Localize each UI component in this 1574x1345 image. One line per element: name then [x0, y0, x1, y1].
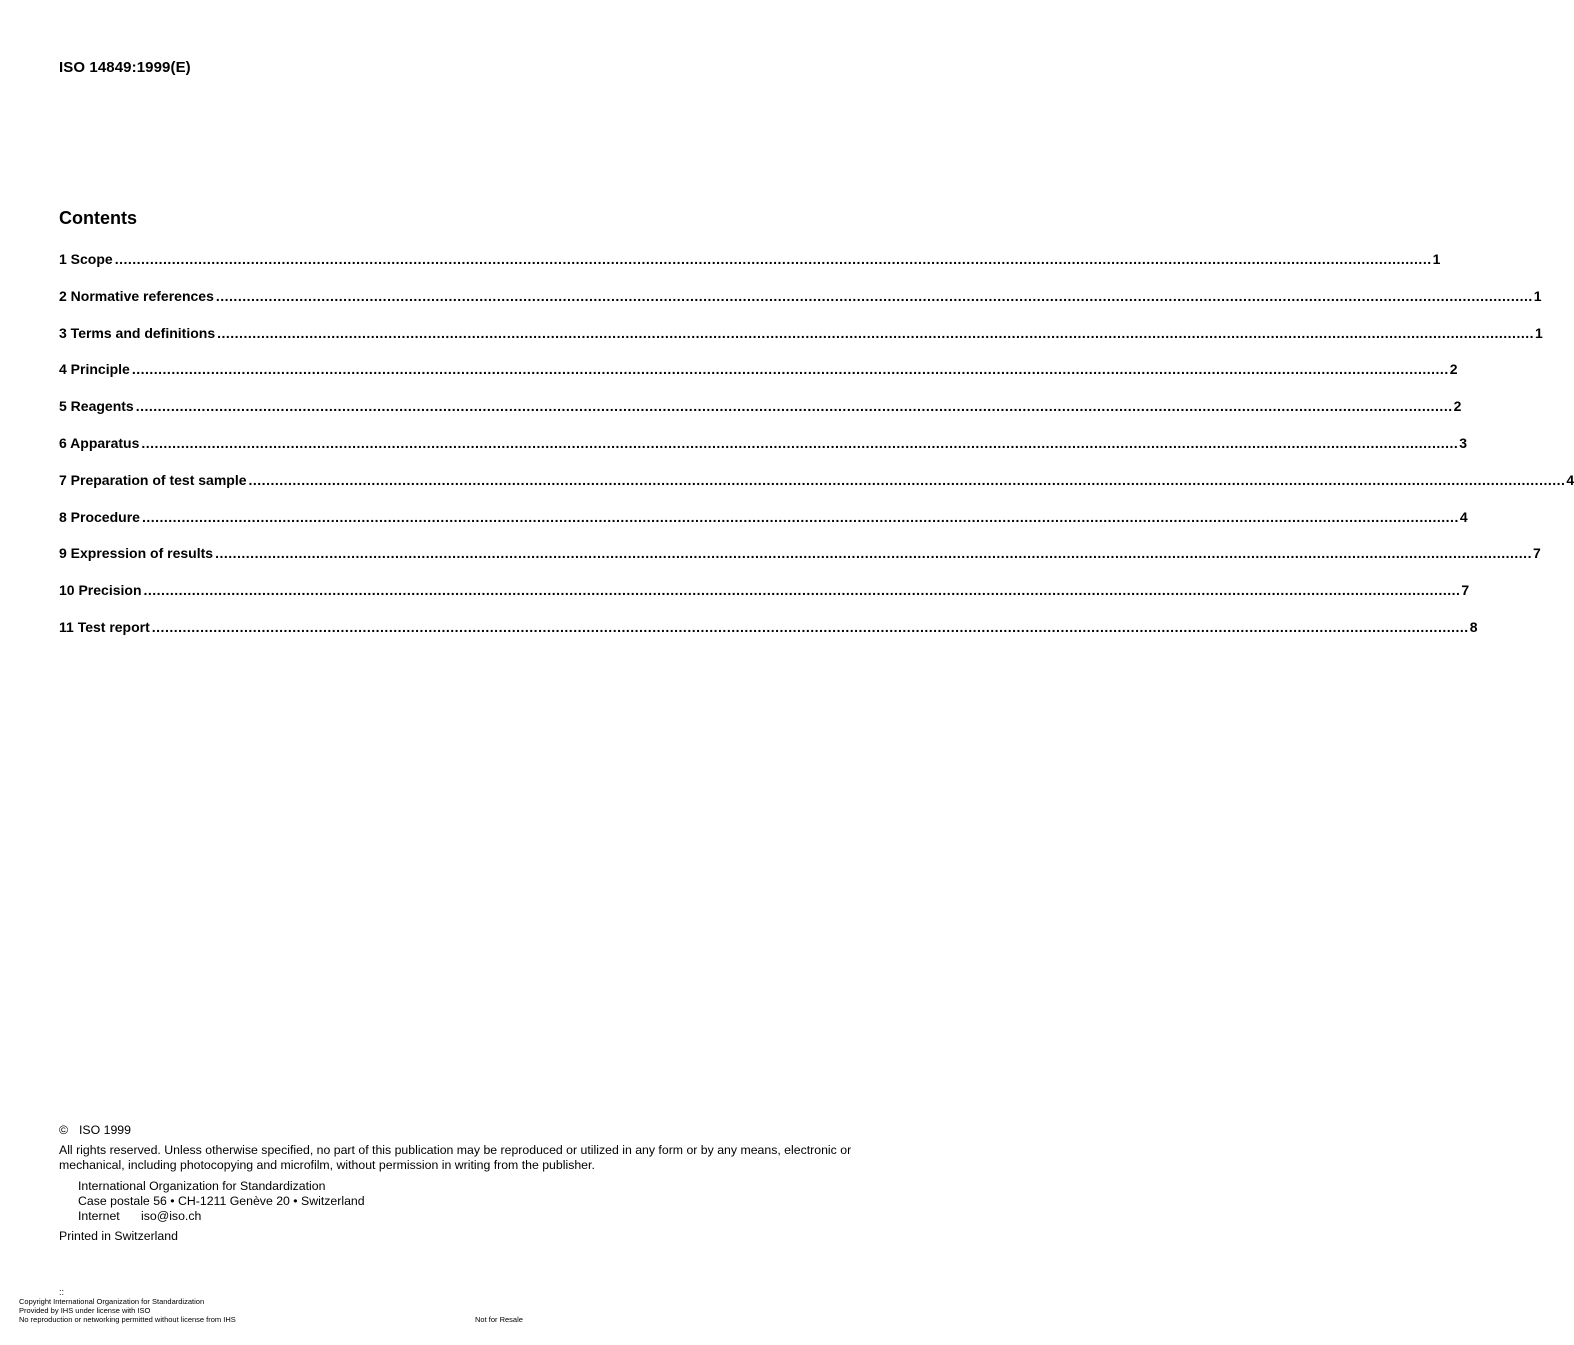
toc-entry-page: 1 [1533, 287, 1542, 304]
toc-entry-label: 7 Preparation of test sample [59, 471, 247, 488]
toc-entry-page: 1 [1535, 324, 1543, 341]
printed-in: Printed in Switzerland [59, 1229, 178, 1243]
toc-dot-leader: ............................................................................................................................................................................................................................................................................................................ [248, 471, 1566, 488]
not-for-resale: Not for Resale [475, 1315, 523, 1324]
toc-entry[interactable] [59, 251, 1441, 288]
toc-dot-leader: ............................................................................................................................................................................................................................................................................................................ [114, 251, 1432, 267]
toc-dot-leader: ............................................................................................................................................................................................................................................................................................................ [215, 545, 1532, 562]
toc-entry[interactable] [59, 582, 1470, 619]
toc-entry-label: 10 Precision [59, 582, 142, 599]
footer-copyright: Copyright International Organization for Standardization [19, 1297, 205, 1306]
license-footer [19, 1288, 919, 1324]
toc-entry-page: 7 [1461, 582, 1470, 599]
toc-entry-label: 9 Expression of results [59, 545, 214, 562]
toc-entry-label: 4 Principle [59, 361, 130, 378]
toc-entry-page: 4 [1459, 508, 1468, 525]
copyright-year: ISO 1999 [79, 1123, 131, 1137]
document-id: ISO 14849:1999(E) [59, 59, 191, 76]
toc-entry[interactable] [59, 287, 1542, 325]
footer-provided: Provided by IHS under license with ISO [19, 1306, 151, 1315]
toc-entry[interactable] [59, 361, 1458, 398]
toc-entry-label: 2 Normative references [59, 287, 214, 304]
toc-entry-label: 5 Reagents [59, 398, 134, 415]
toc-entry-page: 4 [1566, 471, 1574, 488]
table-of-contents [59, 251, 1574, 656]
internet-line [78, 1209, 879, 1224]
rights-statement: All rights reserved. Unless otherwise specified, no part of this publication may be reproduced or utilized in any form or by any means, electronic or mechanical, including photocopying and microfilm, without permission in writing from the publisher. [59, 1143, 852, 1172]
organization-name: International Organization for Standardization [78, 1179, 326, 1193]
toc-dot-leader: ............................................................................................................................................................................................................................................................................................................ [141, 434, 1459, 451]
toc-dot-leader: ............................................................................................................................................................................................................................................................................................................ [151, 618, 1469, 635]
toc-entry[interactable] [59, 508, 1468, 546]
toc-entry-label: 1 Scope [59, 251, 113, 267]
toc-entry-page: 3 [1459, 434, 1468, 451]
toc-entry[interactable] [59, 434, 1468, 472]
copyright-line [59, 1123, 879, 1138]
postal-address: Case postale 56 • CH-1211 Genève 20 • Switzerland [78, 1194, 365, 1208]
toc-entry-label: 6 Apparatus [59, 434, 140, 451]
copyright-icon: © [59, 1123, 69, 1137]
toc-dot-leader: ............................................................................................................................................................................................................................................................................................................ [135, 398, 1453, 415]
toc-dot-leader: ............................................................................................................................................................................................................................................................................................................ [143, 582, 1461, 599]
toc-entry[interactable] [59, 618, 1478, 656]
publisher-address [59, 1179, 879, 1224]
toc-entry-label: 8 Procedure [59, 508, 140, 525]
toc-dot-leader: ............................................................................................................................................................................................................................................................................................................ [215, 287, 1533, 304]
toc-dot-leader: ............................................................................................................................................................................................................................................................................................................ [131, 361, 1449, 378]
contents-heading: Contents [59, 208, 137, 228]
toc-entry[interactable] [59, 545, 1541, 582]
toc-dot-leader: ............................................................................................................................................................................................................................................................................................................ [141, 508, 1459, 525]
toc-entry-label: 11 Test report [59, 618, 150, 635]
toc-entry-page: 7 [1532, 545, 1541, 562]
toc-entry[interactable] [59, 324, 1543, 362]
toc-entry-page: 1 [1432, 251, 1441, 267]
toc-dot-leader: ............................................................................................................................................................................................................................................................................................................ [217, 324, 1535, 341]
toc-entry[interactable] [59, 398, 1462, 435]
copyright-block [59, 1123, 879, 1244]
internet-label: Internet [78, 1209, 120, 1223]
toc-entry-label: 3 Terms and definitions [59, 324, 216, 341]
toc-entry-page: 2 [1453, 398, 1462, 415]
footer-no-reproduction: No reproduction or networking permitted without license from IHS [19, 1315, 236, 1324]
toc-entry[interactable] [59, 471, 1574, 509]
internet-email: iso@iso.ch [141, 1209, 202, 1223]
toc-entry-page: 2 [1449, 361, 1458, 378]
footer-mark: :: [59, 1287, 65, 1297]
toc-entry-page: 8 [1469, 618, 1478, 635]
